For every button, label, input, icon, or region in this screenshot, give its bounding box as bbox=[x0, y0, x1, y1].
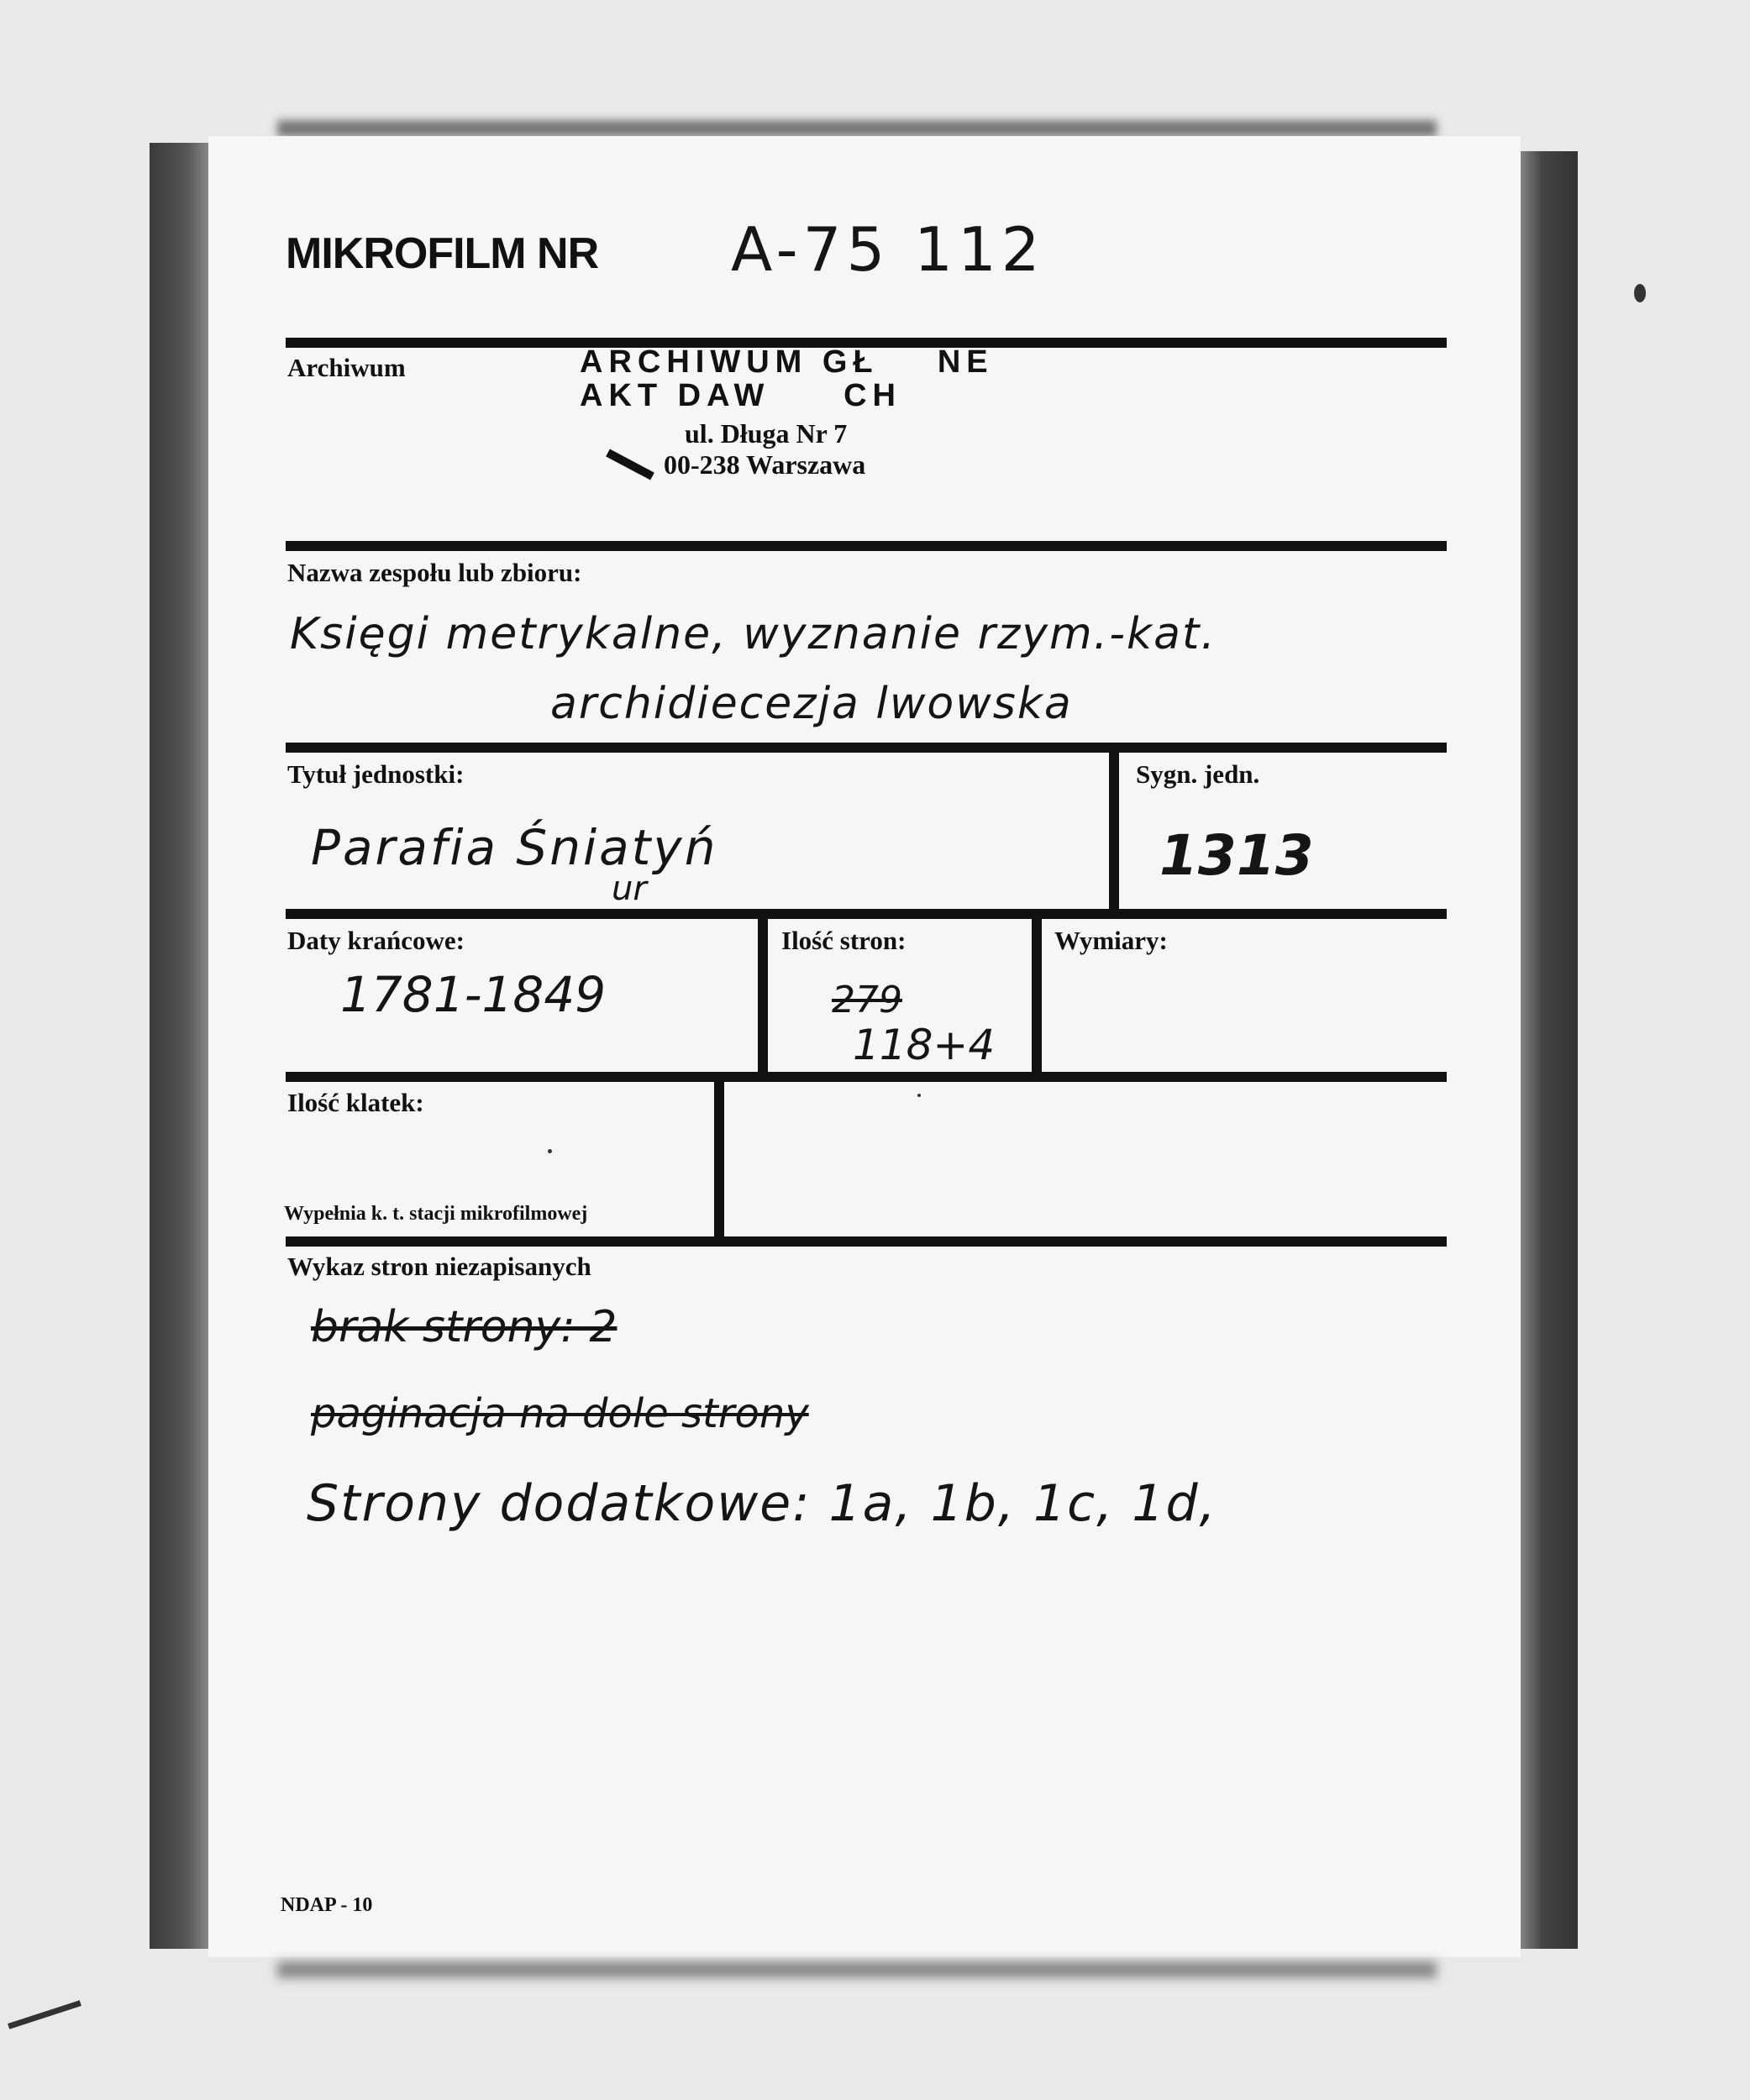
signature-value: 1313 bbox=[1159, 823, 1314, 888]
header-label: MIKROFILM NR bbox=[286, 229, 599, 278]
unit-title-value: Parafia Śniatyń bbox=[311, 819, 718, 876]
blank-pages-label: Wykaz stron niezapisanych bbox=[287, 1252, 591, 1281]
collection-label: Nazwa zespołu lub zbioru: bbox=[287, 558, 582, 587]
blank-line-1: brak strony: 2 bbox=[311, 1302, 617, 1352]
scan-shadow-bottom bbox=[277, 1961, 1437, 1978]
stamp-line-1: ARCHIWUM GŁ NE bbox=[580, 344, 994, 380]
scan-speck-small-2 bbox=[917, 1094, 921, 1097]
form-code: NDAP - 10 bbox=[281, 1894, 373, 1916]
rule-6 bbox=[286, 1236, 1447, 1247]
pages-value: 118+4 bbox=[853, 1021, 996, 1069]
rule-2 bbox=[286, 541, 1447, 551]
scan-border-left bbox=[150, 143, 210, 1949]
stamp-line-3: ul. Długa Nr 7 bbox=[685, 418, 848, 449]
archive-label: Archiwum bbox=[287, 353, 406, 382]
scan-scratch bbox=[8, 2000, 81, 2029]
dates-label: Daty krańcowe: bbox=[287, 926, 465, 955]
stamp-line-2: AKT DAW CH bbox=[580, 378, 901, 413]
blank-line-3: Strony dodatkowe: 1a, 1b, 1c, 1d, bbox=[307, 1474, 1217, 1533]
rule-3 bbox=[286, 743, 1447, 753]
unit-title-extra: ur bbox=[612, 869, 647, 908]
blank-line-2: paginacja na dole strony bbox=[311, 1390, 809, 1437]
archive-stamp bbox=[575, 344, 1021, 487]
unit-title-label: Tytuł jednostki: bbox=[287, 759, 465, 789]
stamp-arrow-icon bbox=[606, 449, 654, 480]
dimensions-label: Wymiary: bbox=[1054, 926, 1168, 955]
pages-value-crossed: 279 bbox=[832, 979, 902, 1021]
scan-speck-small bbox=[548, 1149, 552, 1153]
divider-pages-right bbox=[1032, 914, 1042, 1077]
pages-label: Ilość stron: bbox=[781, 926, 907, 955]
dates-value: 1781-1849 bbox=[340, 966, 607, 1023]
stamp-line-4: 00-238 Warszawa bbox=[664, 449, 866, 480]
frames-label: Ilość klatek: bbox=[287, 1088, 424, 1117]
divider-frames bbox=[714, 1077, 724, 1242]
divider-signature bbox=[1109, 748, 1119, 916]
collection-value-line2: archidiecezja lwowska bbox=[550, 679, 1073, 729]
scan-shadow-top bbox=[277, 120, 1437, 137]
rule-4 bbox=[286, 909, 1447, 919]
microfilm-number: A-75 112 bbox=[731, 214, 1045, 285]
station-note: Wypełnia k. t. stacji mikrofilmowej bbox=[284, 1203, 588, 1225]
signature-label: Sygn. jedn. bbox=[1136, 759, 1260, 789]
scan-speck bbox=[1634, 284, 1646, 302]
rule-5 bbox=[286, 1072, 1447, 1082]
divider-pages-left bbox=[758, 914, 768, 1077]
scan-border-right bbox=[1519, 151, 1578, 1949]
collection-value-line1: Księgi metrykalne, wyznanie rzym.-kat. bbox=[290, 609, 1217, 659]
